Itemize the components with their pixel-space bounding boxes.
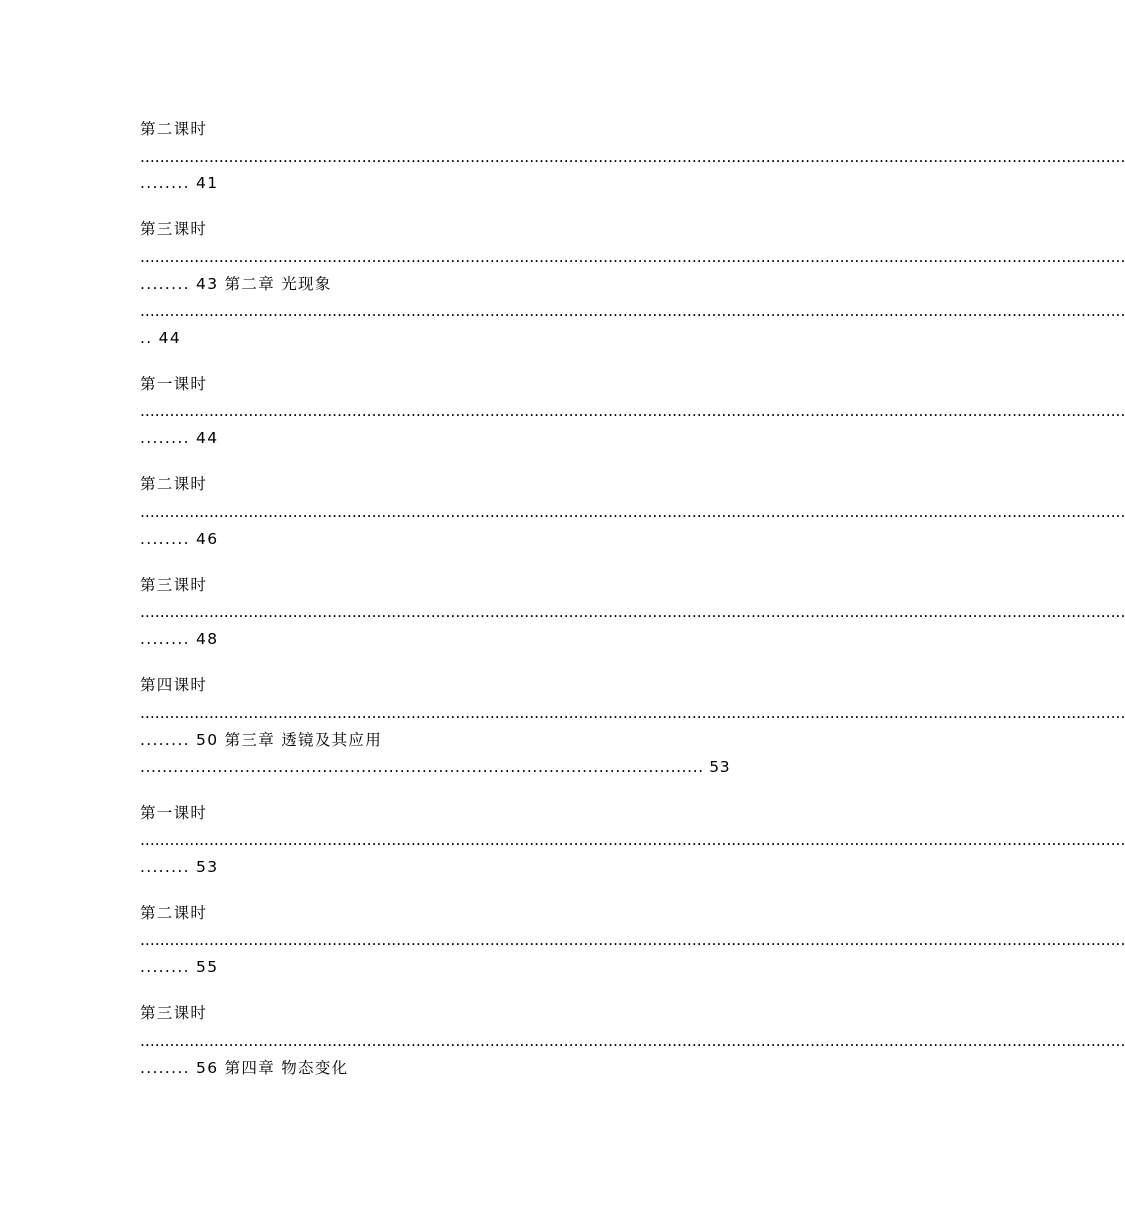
toc-page-number: ........ 41 bbox=[140, 174, 219, 192]
toc-entry-title: 第一课时 bbox=[140, 804, 208, 822]
dot-leader: ........................................................................................................................................................................................................ bbox=[140, 603, 1125, 621]
toc-page-number: ........ 43 第二章 光现象 bbox=[140, 275, 332, 293]
toc-entry-title: 第二课时 bbox=[140, 904, 208, 922]
toc-page-number: ........ 48 bbox=[140, 630, 219, 648]
toc-entry-title: 第一课时 bbox=[140, 375, 208, 393]
toc-page-number: ........ 50 第三章 透镜及其应用 bbox=[140, 731, 383, 749]
toc-entry-title: 第三课时 bbox=[140, 220, 208, 238]
toc-entry-title: 第二课时 bbox=[140, 120, 208, 138]
dot-leader: ........................................................................................................................................................................................................ bbox=[140, 503, 1125, 521]
dot-leader: ........................................................................................................................................................................................................ bbox=[140, 1032, 1125, 1050]
toc-page-number: ........ 44 bbox=[140, 429, 219, 447]
dot-leader: ........................................................................................................................................................................................................ bbox=[140, 402, 1125, 420]
toc-page-number: ...................................................................................................... 53 bbox=[140, 758, 731, 776]
toc-page-number: ........ 46 bbox=[140, 530, 219, 548]
dot-leader: ........................................................................................................................................................................................................ bbox=[140, 148, 1125, 166]
toc-entry-title: 第三课时 bbox=[140, 1004, 208, 1022]
dot-leader: ........................................................................................................................................................................................................ bbox=[140, 302, 1125, 320]
toc-page-number: ........ 55 bbox=[140, 958, 219, 976]
toc-entry-title: 第三课时 bbox=[140, 576, 208, 594]
dot-leader: ........................................................................................................................................................................................................ bbox=[140, 831, 1125, 849]
dot-leader: ........................................................................................................................................................................................................ bbox=[140, 704, 1125, 722]
dot-leader: ........................................................................................................................................................................................................ bbox=[140, 248, 1125, 266]
toc-page-number: ........ 56 第四章 物态变化 bbox=[140, 1059, 349, 1077]
toc-page-number: .. 44 bbox=[140, 329, 182, 347]
toc-page-number: ........ 53 bbox=[140, 858, 219, 876]
toc-entry-title: 第二课时 bbox=[140, 475, 208, 493]
toc-entry-title: 第四课时 bbox=[140, 676, 208, 694]
dot-leader: ........................................................................................................................................................................................................ bbox=[140, 931, 1125, 949]
